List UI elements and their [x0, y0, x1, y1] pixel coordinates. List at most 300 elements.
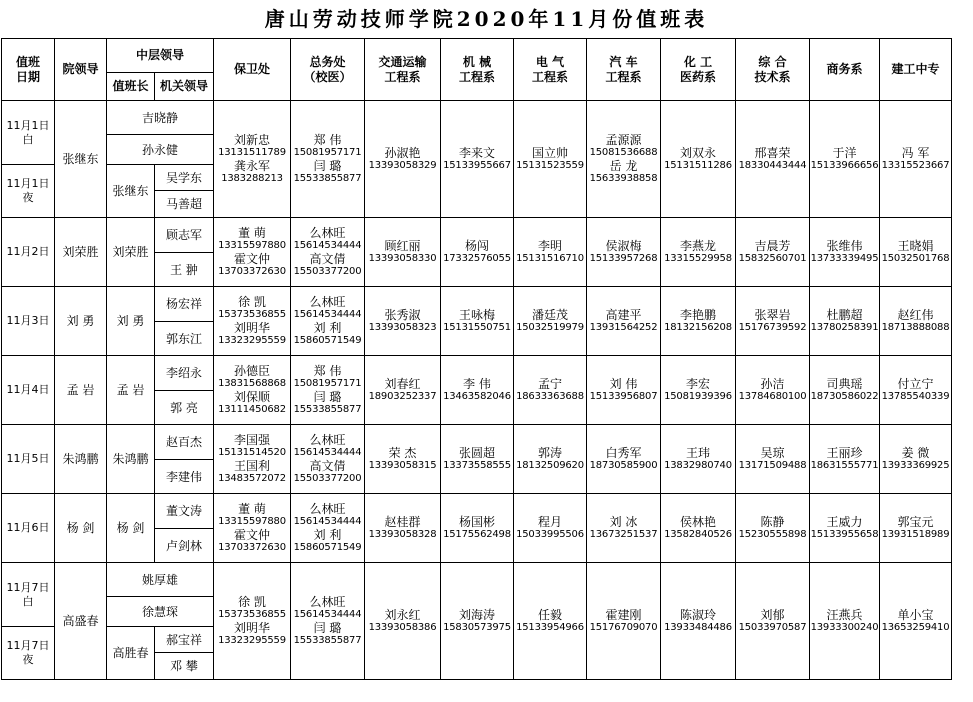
staff-name: 董 萌	[238, 226, 266, 240]
staff-name: 国立帅	[531, 146, 568, 160]
staff-name: 刘永红	[384, 608, 421, 622]
office-leader-name: 李绍永	[165, 366, 202, 380]
staff-name: 李 伟	[463, 377, 491, 391]
office-leader-name: 卢剑林	[165, 538, 202, 553]
header-chemical	[661, 39, 736, 101]
staff-name: 顾红丽	[384, 239, 421, 253]
date-text: 11月2日	[6, 245, 50, 258]
staff-phone: 15614534444	[293, 516, 362, 527]
header-label: 机关领导	[159, 79, 208, 93]
middle-leader-cell	[107, 101, 214, 135]
date-text: 11月4日	[6, 383, 50, 396]
office-leader-cell	[155, 425, 214, 460]
staff-name: 刘保顺	[233, 390, 270, 404]
date-cell	[2, 356, 55, 425]
staff-name: 孙德臣	[233, 364, 270, 378]
staff-name: 吴琼	[760, 446, 785, 460]
staff-name: 徐 凯	[238, 595, 266, 609]
staff-phone: 18903252337	[368, 391, 437, 402]
duty-cell	[661, 287, 736, 356]
staff-phone: 13323295559	[218, 635, 286, 646]
staff-phone: 15081939396	[664, 391, 732, 402]
staff-phone: 15176709070	[589, 622, 658, 633]
staff-phone: 13582840526	[664, 529, 732, 540]
header-electrical	[514, 39, 587, 101]
leader-name: 张继东	[62, 152, 99, 166]
staff-name: 赵桂群	[384, 515, 421, 529]
staff-phone: 18132156208	[664, 322, 732, 333]
staff-phone: 13315597880	[218, 240, 286, 251]
date-text: 11月6日	[6, 521, 50, 534]
staff-phone: 13832980740	[664, 460, 732, 471]
staff-name: 龚永军	[233, 159, 270, 173]
header-construction	[880, 39, 952, 101]
leader-cell	[55, 101, 107, 218]
middle-leader-name: 吉晓静	[141, 110, 178, 125]
staff-name: 荣 杰	[388, 446, 417, 460]
staff-phone: 13393058315	[368, 460, 437, 471]
duty-head-name: 孟 岩	[116, 383, 145, 397]
staff-phone: 13931518989	[881, 529, 950, 540]
staff-name: 刘明华	[233, 321, 270, 335]
duty-cell	[214, 563, 291, 680]
office-leader-name: 邓 攀	[170, 659, 198, 673]
duty-cell	[514, 425, 587, 494]
staff-phone: 15133957268	[589, 253, 658, 264]
duty-head-cell	[107, 627, 155, 680]
duty-head-name: 刘 勇	[116, 314, 145, 328]
header-label: 总务处	[309, 54, 346, 69]
header-date	[2, 39, 55, 101]
duty-cell	[661, 494, 736, 563]
office-leader-name: 王 翀	[170, 262, 198, 277]
staff-name: 闫 璐	[313, 390, 342, 404]
duty-cell	[587, 356, 661, 425]
leader-cell	[55, 218, 107, 287]
staff-name: 董 萌	[238, 502, 266, 516]
leader-name: 孟 岩	[66, 383, 95, 397]
staff-name: 陈淑玲	[679, 608, 716, 622]
header-label: 电 气	[535, 54, 565, 69]
staff-phone: 15230555898	[738, 529, 807, 540]
duty-cell	[810, 218, 880, 287]
header-label: 保卫处	[233, 62, 270, 76]
staff-name: 侯淑梅	[605, 239, 642, 253]
duty-cell	[880, 218, 952, 287]
staff-phone: 15614534444	[293, 309, 362, 320]
leader-name: 刘 勇	[66, 314, 95, 328]
date-cell	[2, 287, 55, 356]
duty-cell	[214, 287, 291, 356]
duty-cell	[810, 356, 880, 425]
staff-name: 么林旺	[309, 226, 346, 240]
staff-name: 徐 凯	[238, 295, 266, 309]
staff-name: 王咏梅	[458, 308, 495, 322]
staff-phone: 13323295559	[218, 335, 286, 346]
duty-cell	[514, 287, 587, 356]
duty-cell	[291, 101, 365, 218]
duty-cell	[587, 494, 661, 563]
header-leader	[55, 39, 107, 101]
middle-leader-cell	[107, 135, 214, 165]
staff-name: 郑 伟	[313, 133, 342, 147]
staff-name: 么林旺	[309, 433, 346, 447]
staff-phone: 18633363688	[516, 391, 584, 402]
duty-cell	[214, 101, 291, 218]
duty-cell	[736, 563, 810, 680]
staff-phone: 15175562498	[443, 529, 511, 540]
leader-cell	[55, 563, 107, 680]
staff-name: 侯林艳	[679, 515, 716, 529]
duty-cell	[365, 218, 441, 287]
leader-name: 朱鸿鹏	[62, 452, 99, 466]
staff-name: 邢喜荣	[754, 146, 791, 160]
staff-phone: 15533855877	[293, 173, 362, 184]
office-leader-name: 杨宏祥	[165, 297, 202, 311]
duty-cell	[365, 425, 441, 494]
staff-phone: 15131514520	[218, 447, 286, 458]
staff-phone: 15133956807	[589, 391, 658, 402]
staff-phone: 13785540339	[881, 391, 950, 402]
header-label: 技术系	[754, 69, 791, 84]
staff-phone: 15633938858	[589, 173, 658, 184]
staff-phone: 15131523559	[516, 160, 584, 171]
duty-cell	[661, 101, 736, 218]
date-text: 11月1日	[6, 118, 50, 132]
leader-cell	[55, 356, 107, 425]
duty-cell	[587, 101, 661, 218]
middle-leader-cell	[107, 563, 214, 597]
staff-phone: 15533855877	[293, 635, 362, 646]
duty-cell	[587, 425, 661, 494]
table-row	[2, 563, 952, 597]
leader-cell	[55, 425, 107, 494]
page-title: 唐山劳动技师学院2020年11月份值班表	[264, 7, 709, 31]
duty-cell	[365, 356, 441, 425]
date-cell-night	[2, 165, 55, 218]
duty-cell	[441, 356, 514, 425]
staff-name: 张圆超	[458, 446, 495, 460]
staff-name: 闫 璐	[313, 159, 342, 173]
staff-name: 李明	[537, 239, 562, 253]
staff-name: 王丽珍	[826, 446, 863, 460]
staff-phone: 13393058330	[368, 253, 437, 264]
duty-cell	[291, 425, 365, 494]
staff-phone: 17332576055	[443, 253, 511, 264]
header-general	[291, 39, 365, 101]
staff-phone: 13933369925	[881, 460, 950, 471]
staff-phone: 15503377200	[293, 473, 362, 484]
header-duty-head	[107, 73, 155, 101]
office-leader-cell	[155, 218, 214, 253]
header-auto	[587, 39, 661, 101]
duty-head-cell	[107, 494, 155, 563]
duty-cell	[441, 218, 514, 287]
staff-phone: 13315597880	[218, 516, 286, 527]
duty-cell	[736, 218, 810, 287]
office-leader-name: 李建伟	[165, 469, 202, 484]
staff-name: 于洋	[832, 146, 857, 160]
staff-name: 李国强	[233, 433, 270, 447]
staff-name: 任毅	[537, 608, 562, 622]
leader-name: 刘荣胜	[62, 245, 99, 259]
staff-name: 刘 冰	[609, 515, 638, 529]
staff-phone: 15533855877	[293, 404, 362, 415]
duty-cell	[736, 425, 810, 494]
office-leader-cell	[155, 391, 214, 425]
header-transport	[365, 39, 441, 101]
office-leader-cell	[155, 253, 214, 287]
office-leader-name: 董文涛	[165, 504, 202, 518]
staff-phone: 13131511789	[218, 147, 286, 158]
header-label: 商务系	[826, 62, 863, 76]
staff-name: 刘海涛	[458, 608, 495, 622]
staff-name: 刘 利	[313, 321, 342, 335]
duty-cell	[736, 287, 810, 356]
staff-name: 程月	[537, 515, 562, 529]
staff-phone: 13933300240	[810, 622, 879, 633]
duty-cell	[514, 356, 587, 425]
date-text: 夜	[22, 653, 34, 666]
date-cell-night	[2, 627, 55, 680]
staff-phone: 13393058323	[368, 322, 437, 333]
staff-phone: 15081536688	[589, 147, 658, 158]
duty-cell	[880, 287, 952, 356]
staff-phone: 13315523667	[881, 160, 950, 171]
staff-phone: 13933484486	[664, 622, 732, 633]
staff-name: 刘新忠	[233, 133, 270, 147]
staff-name: 刘 利	[313, 528, 342, 542]
duty-cell	[291, 287, 365, 356]
office-leader-cell	[155, 494, 214, 529]
header-label: 工程系	[605, 69, 642, 84]
staff-phone: 15860571549	[293, 335, 362, 346]
duty-cell	[291, 494, 365, 563]
office-leader-cell	[155, 165, 214, 191]
duty-cell	[214, 425, 291, 494]
staff-phone: 15032519979	[516, 322, 584, 333]
staff-name: 高文倩	[309, 459, 346, 473]
staff-name: 孙洁	[760, 377, 785, 391]
staff-name: 刘 伟	[609, 377, 638, 391]
duty-cell	[810, 101, 880, 218]
staff-name: 霍建刚	[605, 608, 642, 622]
duty-cell	[441, 101, 514, 218]
header-label: 医药系	[679, 69, 716, 84]
duty-cell	[365, 287, 441, 356]
duty-head-cell	[107, 165, 155, 218]
staff-name: 付立宁	[897, 377, 934, 391]
staff-phone: 13931564252	[589, 322, 658, 333]
staff-phone: 13373558555	[443, 460, 511, 471]
header-label: 院领导	[62, 62, 99, 76]
staff-phone: 15614534444	[293, 447, 362, 458]
staff-name: 岳 龙	[609, 159, 638, 173]
duty-cell	[365, 101, 441, 218]
date-text: 夜	[22, 191, 34, 204]
header-security	[214, 39, 291, 101]
table-row	[2, 287, 952, 322]
staff-name: 吉晨芳	[754, 239, 791, 253]
staff-name: 王威力	[826, 515, 863, 529]
staff-phone: 15133955667	[443, 160, 511, 171]
staff-name: 刘春红	[384, 377, 421, 391]
staff-phone: 13673251537	[589, 529, 658, 540]
staff-name: 王玮	[685, 446, 710, 460]
staff-name: 李宏	[685, 377, 710, 391]
staff-phone: 15133955658	[810, 529, 879, 540]
staff-phone: 15131511286	[664, 160, 732, 171]
duty-table	[1, 38, 952, 680]
duty-cell	[214, 356, 291, 425]
duty-head-name: 杨 剑	[116, 521, 145, 535]
staff-phone: 13703372630	[218, 542, 286, 553]
header-comprehensive	[736, 39, 810, 101]
staff-name: 李燕龙	[679, 239, 716, 253]
table-row	[2, 101, 952, 135]
staff-phone: 13831568868	[218, 378, 286, 389]
staff-phone: 13780258391	[810, 322, 879, 333]
staff-name: 霍文仲	[233, 528, 270, 542]
duty-head-name: 刘荣胜	[112, 245, 149, 259]
duty-cell	[661, 425, 736, 494]
staff-phone: 15033970587	[738, 622, 807, 633]
staff-phone: 13653259410	[881, 622, 950, 633]
duty-cell	[880, 425, 952, 494]
duty-cell	[810, 425, 880, 494]
duty-cell	[736, 356, 810, 425]
middle-leader-name: 孙永健	[141, 142, 178, 157]
header-business	[810, 39, 880, 101]
staff-phone: 15373536855	[218, 609, 286, 620]
header-label: 机 械	[462, 54, 492, 69]
duty-cell	[441, 563, 514, 680]
staff-phone: 18132509620	[516, 460, 584, 471]
staff-name: 么林旺	[309, 502, 346, 516]
office-leader-name: 顾志军	[165, 228, 202, 242]
staff-phone: 15614534444	[293, 609, 362, 620]
staff-name: 张维伟	[826, 239, 863, 253]
date-cell-day	[2, 101, 55, 165]
staff-phone: 13393058329	[368, 160, 437, 171]
office-leader-cell	[155, 356, 214, 391]
staff-name: 汪燕兵	[826, 608, 863, 622]
header-label: 工程系	[384, 69, 421, 84]
office-leader-cell	[155, 287, 214, 322]
staff-phone: 15373536855	[218, 309, 286, 320]
office-leader-name: 郭 亮	[170, 400, 198, 415]
table-row	[2, 356, 952, 391]
staff-phone: 15830573975	[443, 622, 511, 633]
duty-cell	[810, 563, 880, 680]
leader-cell	[55, 494, 107, 563]
duty-cell	[514, 563, 587, 680]
staff-phone: 13171509488	[738, 460, 807, 471]
staff-phone: 1383288213	[221, 173, 283, 184]
staff-name: 郭涛	[537, 446, 562, 460]
duty-cell	[514, 494, 587, 563]
staff-phone: 13463582046	[443, 391, 511, 402]
staff-phone: 18631555771	[810, 460, 879, 471]
office-leader-name: 马善超	[165, 197, 202, 211]
staff-name: 姜 微	[901, 446, 930, 460]
staff-phone: 15614534444	[293, 240, 362, 251]
staff-name: 杜鹏超	[826, 308, 863, 322]
office-leader-cell	[155, 191, 214, 218]
staff-phone: 15131550751	[443, 322, 511, 333]
staff-phone: 15033995506	[516, 529, 584, 540]
duty-cell	[810, 287, 880, 356]
duty-head-name: 张继东	[112, 184, 149, 198]
staff-name: 陈静	[760, 515, 785, 529]
leader-name: 杨 剑	[66, 521, 95, 535]
header-label: 交通运输	[378, 54, 427, 69]
duty-cell	[514, 218, 587, 287]
duty-cell	[291, 563, 365, 680]
duty-cell	[365, 494, 441, 563]
staff-phone: 15176739592	[738, 322, 807, 333]
staff-phone: 13784680100	[738, 391, 807, 402]
staff-phone: 18330443444	[738, 160, 807, 171]
staff-name: 高建平	[605, 308, 642, 322]
staff-phone: 15133966656	[810, 160, 879, 171]
staff-name: 刘双永	[679, 146, 716, 160]
duty-cell	[880, 494, 952, 563]
middle-leader-name: 徐慧琛	[141, 604, 178, 619]
header-label: 化 工	[683, 54, 713, 69]
duty-cell	[514, 101, 587, 218]
staff-name: 高文倩	[309, 252, 346, 266]
table-row	[2, 218, 952, 253]
staff-name: 王国利	[233, 459, 270, 473]
staff-name: 冯 军	[901, 146, 930, 160]
staff-phone: 13703372630	[218, 266, 286, 277]
header-label: 建工中专	[891, 62, 940, 76]
date-cell	[2, 218, 55, 287]
leader-cell	[55, 287, 107, 356]
duty-cell	[214, 218, 291, 287]
date-text: 11月3日	[6, 314, 50, 327]
header-label: 中层领导	[135, 48, 184, 62]
office-leader-name: 郭东江	[165, 331, 202, 346]
staff-name: 李艳鹏	[679, 308, 716, 322]
staff-name: 刘明华	[233, 621, 270, 635]
header-office-leader	[155, 73, 214, 101]
duty-cell	[291, 218, 365, 287]
staff-phone: 13393058328	[368, 529, 437, 540]
staff-phone: 18713888088	[881, 322, 950, 333]
duty-head-cell	[107, 218, 155, 287]
header-label: 综 合	[758, 54, 787, 69]
header-mechanical	[441, 39, 514, 101]
staff-phone: 15081957171	[293, 147, 362, 158]
staff-name: 潘廷茂	[531, 308, 568, 322]
duty-head-cell	[107, 356, 155, 425]
staff-phone: 15503377200	[293, 266, 362, 277]
office-leader-name: 吴学东	[165, 170, 202, 185]
staff-name: 杨国彬	[458, 515, 495, 529]
middle-leader-name: 姚厚雄	[141, 572, 178, 587]
duty-cell	[810, 494, 880, 563]
staff-name: 张翠岩	[754, 308, 791, 322]
staff-name: 孟源源	[605, 133, 642, 147]
staff-phone: 15081957171	[293, 378, 362, 389]
date-cell-day	[2, 563, 55, 627]
header-label: 汽 车	[609, 54, 638, 69]
staff-name: 闫 璐	[313, 621, 342, 635]
duty-cell	[880, 563, 952, 680]
duty-head-name: 朱鸿鹏	[112, 452, 149, 466]
